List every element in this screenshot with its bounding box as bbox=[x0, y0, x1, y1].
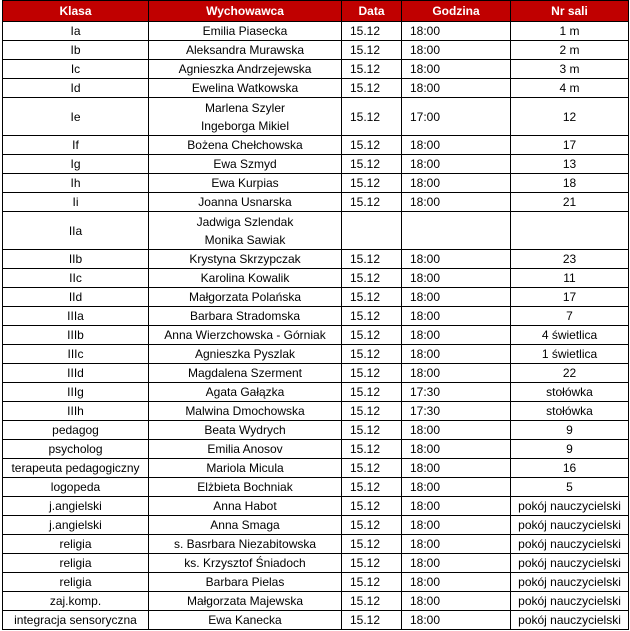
cell-godzina: 18:00 bbox=[402, 554, 511, 573]
cell-godzina: 18:00 bbox=[402, 459, 511, 478]
cell-nr-sali: 7 bbox=[511, 307, 629, 326]
header-wychowawca: Wychowawca bbox=[149, 1, 342, 22]
teacher-name: Ewa Szmyd bbox=[213, 157, 277, 171]
table-row bbox=[3, 269, 629, 288]
cell-data: 15.12 bbox=[342, 478, 402, 497]
cell-nr-sali: pokój nauczycielski bbox=[511, 535, 629, 554]
table-body bbox=[3, 22, 629, 630]
cell-data: 15.12 bbox=[342, 155, 402, 174]
cell-klasa: terapeuta pedagogiczny bbox=[3, 459, 149, 478]
table-row bbox=[3, 345, 629, 364]
cell-nr-sali: pokój nauczycielski bbox=[511, 611, 629, 630]
cell-godzina: 18:00 bbox=[402, 592, 511, 611]
cell-data: 15.12 bbox=[342, 41, 402, 60]
cell-data: 15.12 bbox=[342, 136, 402, 155]
table-row bbox=[3, 326, 629, 345]
cell-data: 15.12 bbox=[342, 250, 402, 269]
cell-data: 15.12 bbox=[342, 535, 402, 554]
cell-klasa: integracja sensoryczna bbox=[3, 611, 149, 630]
cell-nr-sali: 16 bbox=[511, 459, 629, 478]
cell-klasa: Ie bbox=[3, 98, 149, 136]
cell-klasa: IIb bbox=[3, 250, 149, 269]
table-row bbox=[3, 459, 629, 478]
cell-klasa: IIIh bbox=[3, 402, 149, 421]
cell-wychowawca bbox=[149, 421, 342, 440]
cell-data: 15.12 bbox=[342, 421, 402, 440]
cell-nr-sali: stołówka bbox=[511, 383, 629, 402]
cell-data: 15.12 bbox=[342, 402, 402, 421]
teacher-name: Elżbieta Bochniak bbox=[197, 480, 293, 494]
table-row bbox=[3, 136, 629, 155]
header-godzina: Godzina bbox=[402, 1, 511, 22]
cell-klasa: Ib bbox=[3, 41, 149, 60]
table-row bbox=[3, 592, 629, 611]
cell-wychowawca bbox=[149, 364, 342, 383]
cell-godzina: 18:00 bbox=[402, 573, 511, 592]
cell-godzina: 18:00 bbox=[402, 136, 511, 155]
cell-nr-sali: pokój nauczycielski bbox=[511, 573, 629, 592]
cell-godzina: 18:00 bbox=[402, 60, 511, 79]
teacher-name: Karolina Kowalik bbox=[200, 271, 290, 285]
cell-nr-sali: 22 bbox=[511, 364, 629, 383]
table-row bbox=[3, 60, 629, 79]
table-row bbox=[3, 573, 629, 592]
teacher-name: ks. Krzysztof Śniadoch bbox=[184, 556, 306, 570]
table-row bbox=[3, 478, 629, 497]
cell-godzina: 18:00 bbox=[402, 345, 511, 364]
cell-godzina: 18:00 bbox=[402, 326, 511, 345]
cell-data: 15.12 bbox=[342, 611, 402, 630]
teacher-name: Barbara Stradomska bbox=[189, 309, 301, 323]
teacher-name: Emilia Anosov bbox=[207, 442, 283, 456]
cell-godzina: 17:30 bbox=[402, 383, 511, 402]
parent-meeting-table bbox=[2, 0, 629, 630]
cell-data: 15.12 bbox=[342, 98, 402, 136]
cell-klasa: j.angielski bbox=[3, 516, 149, 535]
cell-klasa: pedagog bbox=[3, 421, 149, 440]
table-row bbox=[3, 497, 629, 516]
cell-godzina: 18:00 bbox=[402, 155, 511, 174]
cell-nr-sali: 5 bbox=[511, 478, 629, 497]
cell-wychowawca bbox=[149, 79, 342, 98]
table-row bbox=[3, 611, 629, 630]
cell-klasa: IIa bbox=[3, 212, 149, 250]
cell-wychowawca bbox=[149, 478, 342, 497]
cell-godzina: 18:00 bbox=[402, 440, 511, 459]
cell-wychowawca bbox=[149, 60, 342, 79]
cell-klasa: Ih bbox=[3, 174, 149, 193]
cell-godzina: 17:30 bbox=[402, 402, 511, 421]
cell-wychowawca bbox=[149, 440, 342, 459]
cell-godzina: 18:00 bbox=[402, 516, 511, 535]
cell-godzina: 18:00 bbox=[402, 307, 511, 326]
teacher-name: Bożena Chełchowska bbox=[187, 138, 303, 152]
teacher-name: Anna Smaga bbox=[210, 518, 280, 532]
teacher-name: Krystyna Skrzypczak bbox=[189, 252, 301, 266]
cell-godzina bbox=[402, 212, 511, 250]
cell-nr-sali: 17 bbox=[511, 288, 629, 307]
teacher-name: Marlena Szyler bbox=[204, 100, 286, 115]
cell-wychowawca bbox=[149, 459, 342, 478]
teacher-name: s. Basrbara Niezabitowska bbox=[173, 537, 317, 551]
cell-godzina: 18:00 bbox=[402, 364, 511, 383]
cell-godzina: 17:00 bbox=[402, 98, 511, 136]
teacher-name: Aleksandra Murawska bbox=[185, 43, 305, 57]
cell-nr-sali: 3 m bbox=[511, 60, 629, 79]
cell-wychowawca bbox=[149, 250, 342, 269]
cell-klasa: IId bbox=[3, 288, 149, 307]
header-nr-sali: Nr sali bbox=[511, 1, 629, 22]
cell-klasa: religia bbox=[3, 573, 149, 592]
cell-nr-sali: 23 bbox=[511, 250, 629, 269]
teacher-name: Ewa Kanecka bbox=[208, 613, 282, 627]
cell-klasa: IIc bbox=[3, 269, 149, 288]
cell-klasa: Ig bbox=[3, 155, 149, 174]
cell-wychowawca bbox=[149, 497, 342, 516]
cell-godzina: 18:00 bbox=[402, 611, 511, 630]
cell-data: 15.12 bbox=[342, 174, 402, 193]
cell-data: 15.12 bbox=[342, 345, 402, 364]
teacher-name: Barbara Pielas bbox=[205, 575, 285, 589]
cell-wychowawca bbox=[149, 516, 342, 535]
cell-godzina: 18:00 bbox=[402, 79, 511, 98]
cell-nr-sali: 13 bbox=[511, 155, 629, 174]
table-row bbox=[3, 364, 629, 383]
cell-klasa: religia bbox=[3, 554, 149, 573]
table-row bbox=[3, 155, 629, 174]
cell-godzina: 18:00 bbox=[402, 269, 511, 288]
header-data: Data bbox=[342, 1, 402, 22]
table-row bbox=[3, 79, 629, 98]
cell-godzina: 18:00 bbox=[402, 250, 511, 269]
cell-wychowawca bbox=[149, 136, 342, 155]
cell-data: 15.12 bbox=[342, 440, 402, 459]
cell-wychowawca bbox=[149, 269, 342, 288]
cell-godzina: 18:00 bbox=[402, 478, 511, 497]
teacher-name: Beata Wydrych bbox=[204, 423, 286, 437]
cell-klasa: Ia bbox=[3, 22, 149, 41]
cell-klasa: psycholog bbox=[3, 440, 149, 459]
cell-nr-sali: 1 m bbox=[511, 22, 629, 41]
teacher-name: Ewelina Watkowska bbox=[191, 81, 299, 95]
cell-wychowawca bbox=[149, 535, 342, 554]
cell-wychowawca bbox=[149, 98, 342, 136]
cell-data bbox=[342, 212, 402, 250]
cell-data: 15.12 bbox=[342, 269, 402, 288]
cell-godzina: 18:00 bbox=[402, 174, 511, 193]
cell-nr-sali: 4 m bbox=[511, 79, 629, 98]
cell-nr-sali: pokój nauczycielski bbox=[511, 516, 629, 535]
table-row bbox=[3, 440, 629, 459]
cell-data: 15.12 bbox=[342, 22, 402, 41]
teacher-name: Magdalena Szerment bbox=[187, 366, 303, 380]
teacher-name: Ewa Kurpias bbox=[211, 176, 279, 190]
cell-godzina: 18:00 bbox=[402, 288, 511, 307]
cell-klasa: IIIb bbox=[3, 326, 149, 345]
cell-data: 15.12 bbox=[342, 592, 402, 611]
teacher-name: Joanna Usnarska bbox=[198, 195, 292, 209]
cell-nr-sali: 9 bbox=[511, 421, 629, 440]
table-row bbox=[3, 174, 629, 193]
cell-godzina: 18:00 bbox=[402, 41, 511, 60]
header-klasa: Klasa bbox=[3, 1, 149, 22]
cell-klasa: j.angielski bbox=[3, 497, 149, 516]
cell-nr-sali: pokój nauczycielski bbox=[511, 592, 629, 611]
teacher-name: Ingeborga Mikiel bbox=[200, 118, 290, 133]
table-row bbox=[3, 250, 629, 269]
cell-nr-sali: pokój nauczycielski bbox=[511, 554, 629, 573]
table-row bbox=[3, 383, 629, 402]
cell-wychowawca bbox=[149, 22, 342, 41]
teacher-name: Monika Sawiak bbox=[204, 232, 286, 247]
cell-klasa: Ic bbox=[3, 60, 149, 79]
cell-wychowawca bbox=[149, 326, 342, 345]
cell-wychowawca bbox=[149, 212, 342, 250]
cell-wychowawca bbox=[149, 307, 342, 326]
table-row bbox=[3, 421, 629, 440]
cell-klasa: IIIc bbox=[3, 345, 149, 364]
cell-nr-sali: 1 świetlica bbox=[511, 345, 629, 364]
cell-wychowawca bbox=[149, 193, 342, 212]
table-row bbox=[3, 212, 629, 250]
teacher-name: Małgorzata Majewska bbox=[186, 594, 304, 608]
cell-klasa: religia bbox=[3, 535, 149, 554]
cell-wychowawca bbox=[149, 345, 342, 364]
cell-wychowawca bbox=[149, 288, 342, 307]
header-row bbox=[3, 1, 629, 22]
table-row bbox=[3, 288, 629, 307]
cell-nr-sali: 4 świetlica bbox=[511, 326, 629, 345]
cell-data: 15.12 bbox=[342, 193, 402, 212]
cell-klasa: logopeda bbox=[3, 478, 149, 497]
teacher-name: Agnieszka Andrzejewska bbox=[178, 62, 312, 76]
teacher-name: Emilia Piasecka bbox=[202, 24, 288, 38]
table-header bbox=[3, 1, 629, 22]
table-row bbox=[3, 22, 629, 41]
cell-data: 15.12 bbox=[342, 459, 402, 478]
cell-godzina: 18:00 bbox=[402, 497, 511, 516]
cell-klasa: IIId bbox=[3, 364, 149, 383]
table-row bbox=[3, 402, 629, 421]
cell-nr-sali: 17 bbox=[511, 136, 629, 155]
cell-klasa: If bbox=[3, 136, 149, 155]
schedule-wrapper bbox=[2, 0, 629, 630]
cell-wychowawca bbox=[149, 41, 342, 60]
cell-godzina: 18:00 bbox=[402, 421, 511, 440]
cell-nr-sali: 2 m bbox=[511, 41, 629, 60]
table-row bbox=[3, 307, 629, 326]
cell-wychowawca bbox=[149, 402, 342, 421]
cell-nr-sali: 18 bbox=[511, 174, 629, 193]
cell-klasa: IIIa bbox=[3, 307, 149, 326]
cell-data: 15.12 bbox=[342, 554, 402, 573]
teacher-name: Małgorzata Polańska bbox=[188, 290, 302, 304]
cell-data: 15.12 bbox=[342, 60, 402, 79]
cell-wychowawca bbox=[149, 573, 342, 592]
cell-klasa: Ii bbox=[3, 193, 149, 212]
cell-data: 15.12 bbox=[342, 497, 402, 516]
cell-wychowawca bbox=[149, 554, 342, 573]
cell-data: 15.12 bbox=[342, 326, 402, 345]
cell-nr-sali: stołówka bbox=[511, 402, 629, 421]
cell-nr-sali: 11 bbox=[511, 269, 629, 288]
cell-nr-sali: 12 bbox=[511, 98, 629, 136]
teacher-name: Agnieszka Pyszlak bbox=[194, 347, 296, 361]
table-row bbox=[3, 193, 629, 212]
teacher-name: Agata Gałązka bbox=[205, 385, 285, 399]
teacher-name: Anna Wierzchowska - Górniak bbox=[164, 328, 326, 342]
table-row bbox=[3, 554, 629, 573]
cell-nr-sali: 21 bbox=[511, 193, 629, 212]
cell-data: 15.12 bbox=[342, 288, 402, 307]
cell-godzina: 18:00 bbox=[402, 193, 511, 212]
table-row bbox=[3, 516, 629, 535]
cell-wychowawca bbox=[149, 611, 342, 630]
cell-klasa: Id bbox=[3, 79, 149, 98]
cell-nr-sali bbox=[511, 212, 629, 250]
table-row bbox=[3, 535, 629, 554]
cell-data: 15.12 bbox=[342, 364, 402, 383]
cell-klasa: IIIg bbox=[3, 383, 149, 402]
teacher-name: Malwina Dmochowska bbox=[185, 404, 305, 418]
cell-klasa: zaj.komp. bbox=[3, 592, 149, 611]
cell-data: 15.12 bbox=[342, 79, 402, 98]
cell-nr-sali: pokój nauczycielski bbox=[511, 497, 629, 516]
cell-nr-sali: 9 bbox=[511, 440, 629, 459]
cell-wychowawca bbox=[149, 592, 342, 611]
cell-wychowawca bbox=[149, 174, 342, 193]
cell-wychowawca bbox=[149, 383, 342, 402]
teacher-name: Anna Habot bbox=[213, 499, 277, 513]
cell-godzina: 18:00 bbox=[402, 535, 511, 554]
teacher-name: Jadwiga Szlendak bbox=[196, 214, 294, 229]
table-row bbox=[3, 98, 629, 136]
cell-data: 15.12 bbox=[342, 307, 402, 326]
cell-godzina: 18:00 bbox=[402, 22, 511, 41]
cell-data: 15.12 bbox=[342, 573, 402, 592]
teacher-name: Mariola Miculа bbox=[206, 461, 284, 475]
cell-data: 15.12 bbox=[342, 516, 402, 535]
cell-wychowawca bbox=[149, 155, 342, 174]
table-row bbox=[3, 41, 629, 60]
cell-data: 15.12 bbox=[342, 383, 402, 402]
